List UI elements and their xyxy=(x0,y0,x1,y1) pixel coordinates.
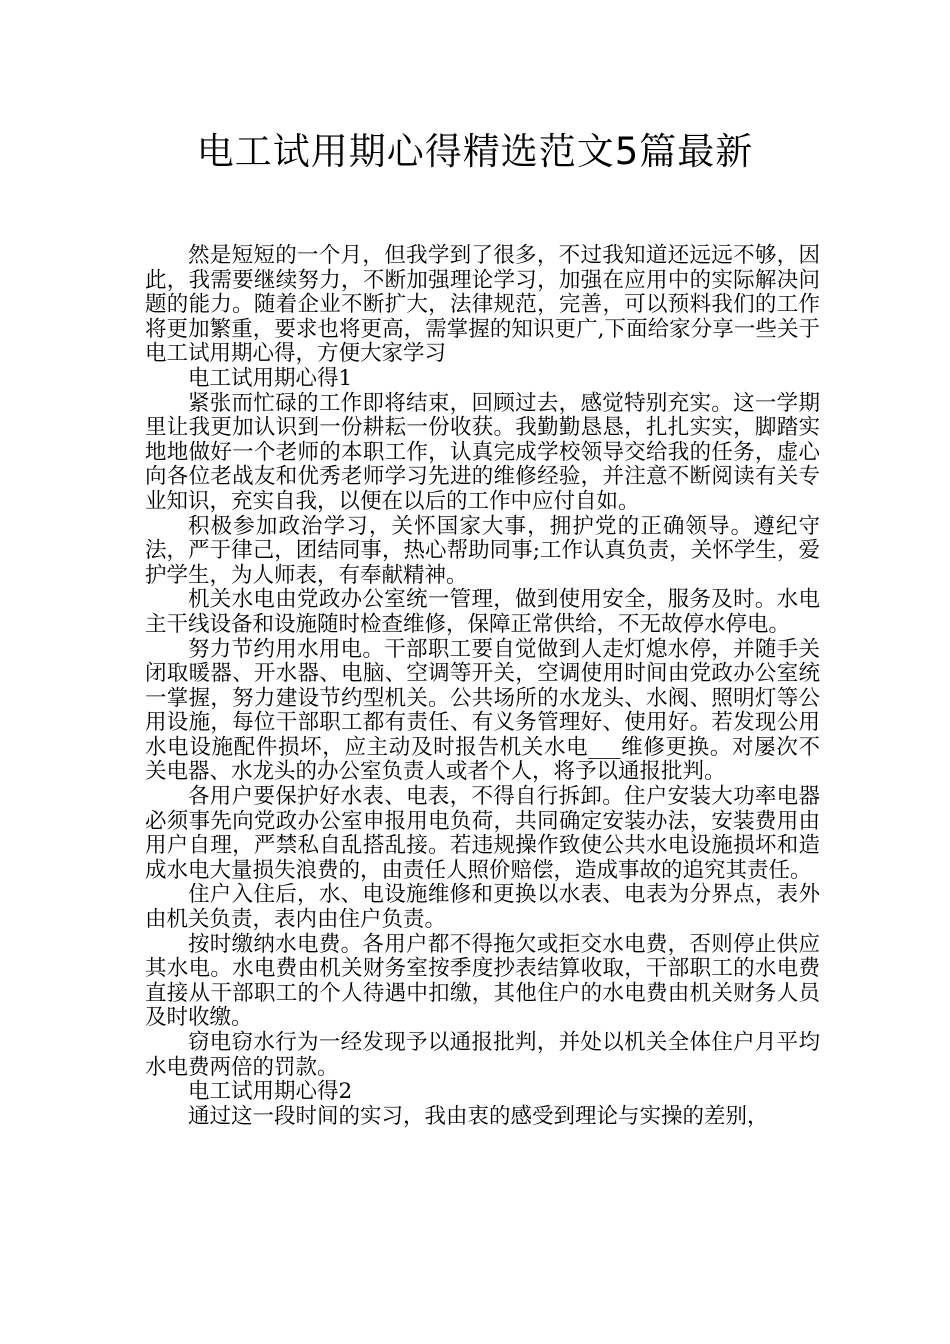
document-body xyxy=(145,244,820,1129)
paragraph: 通过这一段时间的实习，我由衷的感受到理论与实操的差别， xyxy=(188,1103,769,1129)
paragraph: 窃电窃水行为一经发现予以通报批判，并处以机关全体住户月平均水电费两倍的罚款。 xyxy=(145,1030,820,1080)
paragraph: 各用户要保护好水表、电表，不得自行拆卸。住户安装大功率电器必须事先向党政办公室申报用电负荷，共同确定安装办法，安装费用由用户自理，严禁私自乱搭乱接。若违规操作致使公共水电设施损坏和造成水电大量损失浪费的，由责任人照价赔偿，造成事故的追究其责任。 xyxy=(145,784,820,883)
paragraph: 努力节约用水用电。干部职工要自觉做到人走灯熄水停，并随手关闭取暖器、开水器、电脑、空调等开关，空调使用时间由党政办公室统一掌握，努力建设节约型机关。公共场所的水龙头、水阀、照明灯等公用设施，每位干部职工都有责任、有义务管理好、使用好。若发现公用水电设施配件损坏，应主动及时报告机关水电___维修更换。对屡次不关电器、水龙头的办公室负责人或者个人，将予以通报批判。 xyxy=(145,636,820,785)
paragraph: 紧张而忙碌的工作即将结束，回顾过去，感觉特别充实。这一学期里让我更加认识到一份耕耘一份收获。我勤勤恳恳，扎扎实实，脚踏实地地做好一个老师的本职工作，认真完成学校领导交给我的任务，虚心向各位老战友和优秀老师学习先进的维修经验，并注意不断阅读有关专业知识，充实自我，以便在以后的工作中应付自如。 xyxy=(145,390,820,514)
paragraph: 按时缴纳水电费。各用户都不得拖欠或拒交水电费，否则停止供应其水电。水电费由机关财务室按季度抄表结算收取，干部职工的水电费直接从干部职工的个人待遇中扣缴，其他住户的水电费由机关财务人员及时收缴。 xyxy=(145,931,820,1031)
paragraph: 积极参加政治学习，关怀国家大事，拥护党的正确领导。遵纪守法，严于律己，团结同事，热心帮助同事;工作认真负责，关怀学生，爱护学生，为人师表，有奉献精神。 xyxy=(145,513,820,588)
section-heading-2: 电工试用期心得2 xyxy=(188,1079,353,1105)
paragraph: 机关水电由党政办公室统一管理，做到使用安全，服务及时。水电主干线设备和设施随时检查维修，保障正常供给，不无故停水停电。 xyxy=(145,587,820,637)
paragraph: 住户入住后，水、电设施维修和更换以水表、电表为分界点，表外由机关负责，表内由住户负责。 xyxy=(145,882,820,933)
section-heading-1: 电工试用期心得1 xyxy=(188,365,353,391)
paragraph-intro: 然是短短的一个月，但我学到了很多，不过我知道还远远不够，因此，我需要继续努力，不断加强理论学习，加强在应用中的实际解决问题的能力。随着企业不断扩大，法律规范，完善，可以预料我们的工作将更加繁重，要求也将更高，需掌握的知识更广,下面给家分享一些关于电工试用期心得，方便大家学习 xyxy=(145,243,820,367)
document-title: 电工试用期心得精选范文5篇最新 xyxy=(196,130,754,173)
